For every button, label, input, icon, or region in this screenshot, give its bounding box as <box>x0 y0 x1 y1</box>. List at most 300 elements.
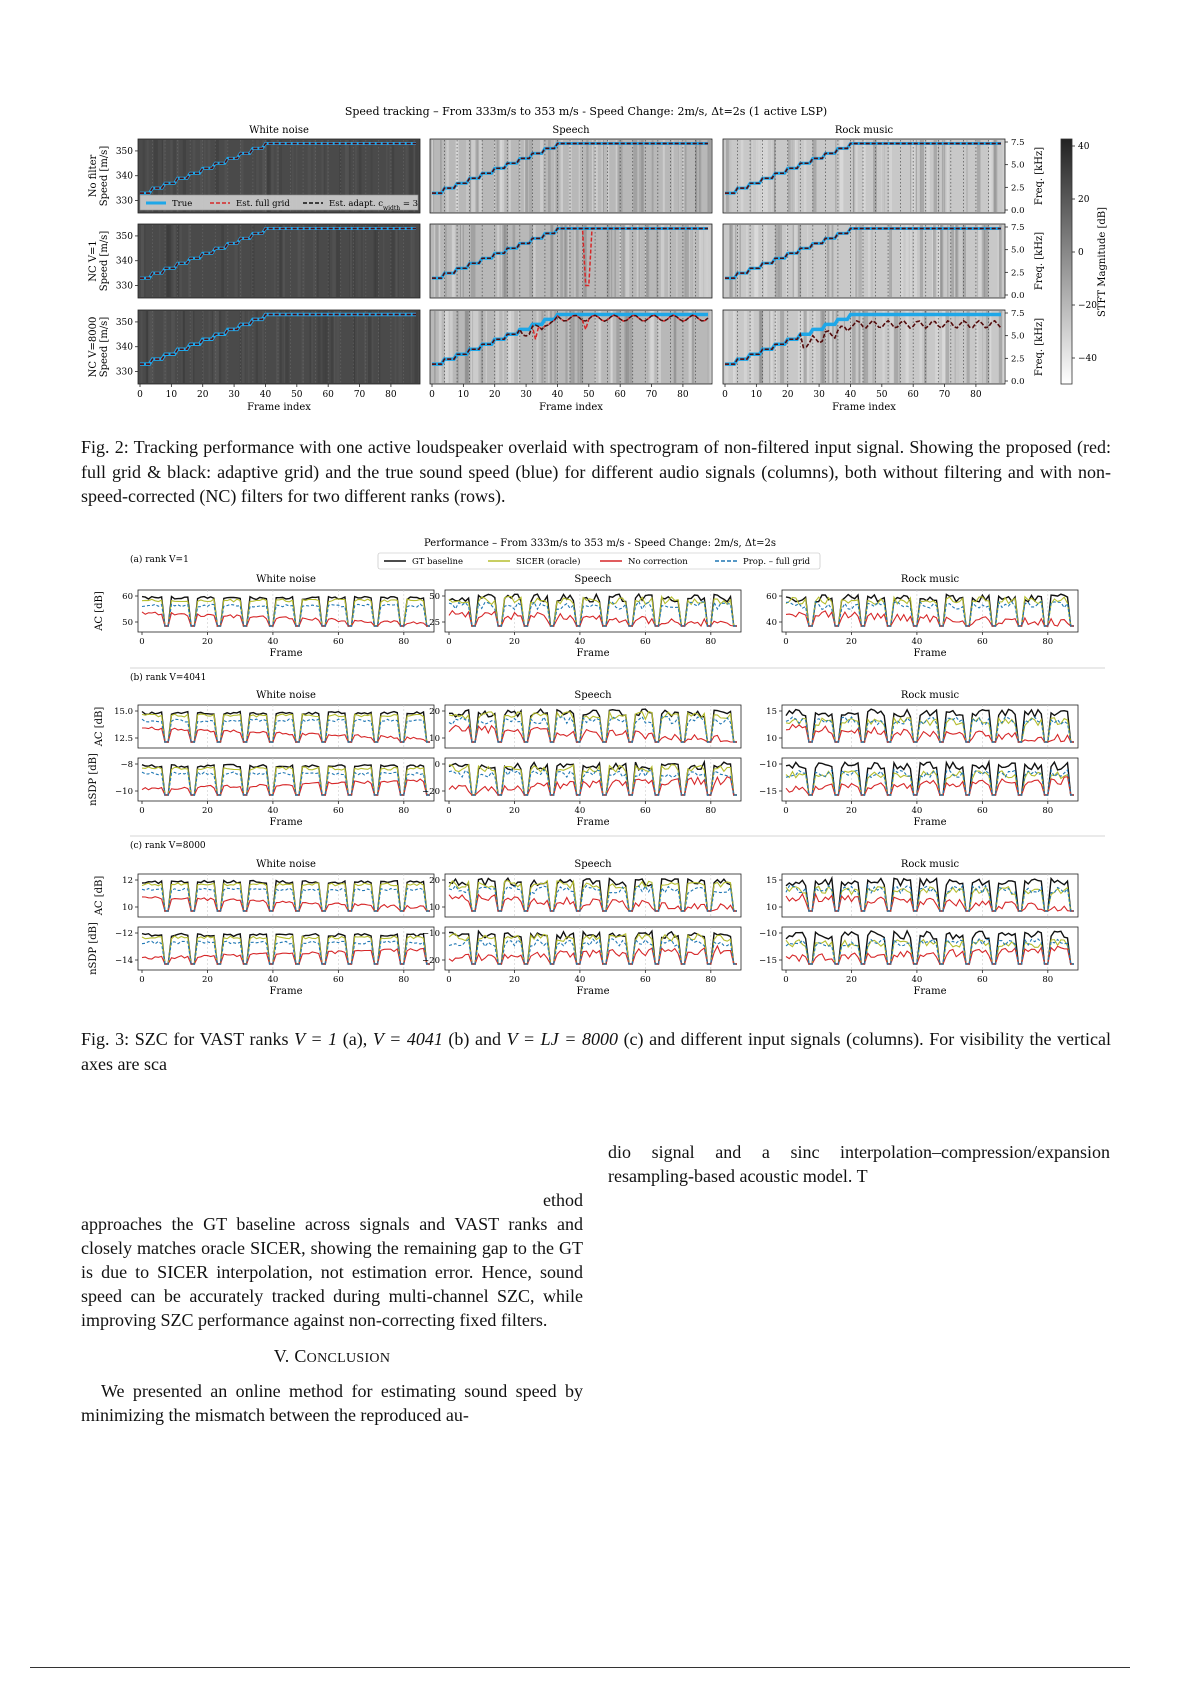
x-tick-label: 60 <box>639 637 651 647</box>
caption-3-text: (b) and <box>442 1029 507 1049</box>
spectrogram-stripe <box>909 225 912 297</box>
spectrogram-stripe <box>927 140 928 212</box>
spectrogram-stripe <box>586 140 588 212</box>
spectrogram-stripe <box>751 140 752 212</box>
x-tick-label: 70 <box>938 390 951 400</box>
spectrogram-stripe <box>794 140 798 212</box>
legend-subscript: width <box>382 204 401 212</box>
spectrogram-stripe <box>1003 140 1004 212</box>
spectrogram-stripe <box>337 225 340 297</box>
spectrogram-stripe <box>398 311 402 383</box>
spectrogram-stripe <box>262 311 264 383</box>
x-tick-label: 20 <box>846 806 857 816</box>
section-label: (c) rank V=8000 <box>130 841 206 851</box>
legend-label: Prop. – full grid <box>743 557 811 567</box>
spectrogram-stripe <box>707 225 711 297</box>
spectrogram-stripe <box>934 140 937 212</box>
spectrogram-stripe <box>396 225 398 297</box>
metric-panel <box>759 927 1078 970</box>
spectrogram-stripe <box>317 225 319 297</box>
x-tick-label: 20 <box>202 975 213 985</box>
spectrogram-stripe <box>476 311 478 383</box>
x-axis-label: Frame <box>913 648 947 659</box>
panel-frame <box>782 705 1078 748</box>
x-tick-label: 80 <box>677 390 689 400</box>
y-tick-label: 20 <box>429 876 440 886</box>
y-tick-label: 0 <box>434 760 440 770</box>
spectrogram-stripe <box>393 225 395 297</box>
figure-2-caption: Fig. 2: Tracking performance with one active loudspeaker overlaid with spectrogram of non-filtered input signal. Showing the proposed (red: full grid & black: adaptive grid) and the true sound speed (blue) for different audio signals (columns), both without filtering and with non-speed-corrected (NC) filters for two different ranks (rows). <box>81 437 1111 506</box>
footer-rule <box>30 1667 1130 1668</box>
spectrogram-stripe <box>944 140 945 212</box>
y-axis-label: AC [dB] <box>94 875 105 916</box>
y-axis-label: nSDP [dB] <box>88 922 99 975</box>
spectrogram-stripe <box>524 140 525 212</box>
spectrogram-stripe <box>461 225 463 297</box>
x-axis-label: Frame <box>913 817 947 828</box>
spectrogram-stripe <box>769 311 770 383</box>
x-tick-label: 0 <box>783 975 789 985</box>
spectrogram-stripe <box>674 311 677 383</box>
freq-axis-label: Freq. [kHz] <box>1034 146 1045 206</box>
spectrogram-stripe <box>658 311 661 383</box>
colorbar-tick-label: 0 <box>1078 248 1084 258</box>
column-title: Rock music <box>900 690 960 701</box>
spectrogram-stripe <box>285 311 288 383</box>
x-tick-label: 10 <box>165 390 178 400</box>
x-tick-label: 40 <box>844 390 857 400</box>
right-column <box>608 1140 1110 1188</box>
spectrogram-stripe <box>383 225 384 297</box>
spectrogram-stripe <box>994 140 996 212</box>
legend-label: Est. adapt. $c_{width} = 3$ <box>329 199 419 212</box>
conclusion-paragraph: We presented an online method for estimating sound speed by minimizing the mismatch between the reproduced au- <box>81 1381 583 1425</box>
spectrogram-stripe <box>899 311 900 383</box>
spectrogram-panel <box>723 224 1005 298</box>
spectrogram-stripe <box>415 311 419 383</box>
metric-panel <box>429 874 741 917</box>
spectrogram-stripe <box>758 140 760 212</box>
spectrogram-stripe <box>780 311 784 383</box>
spectrogram-stripe <box>379 311 380 383</box>
spectrogram-stripe <box>591 140 592 212</box>
x-tick-label: 20 <box>489 390 501 400</box>
x-tick-label: 10 <box>750 390 763 400</box>
spectrogram-stripe <box>533 225 535 297</box>
x-axis-label: Frame <box>576 648 610 659</box>
y-tick-label: 25 <box>429 618 440 628</box>
spectrogram-stripe <box>873 311 874 383</box>
y-axis-label: AC [dB] <box>94 591 105 631</box>
caption-3-math: V = 4041 <box>372 1029 443 1049</box>
x-axis-label: Frame <box>269 986 303 997</box>
colorbar-tick-label: 20 <box>1078 195 1090 205</box>
x-tick-label: 60 <box>332 975 344 985</box>
column-title: Speech <box>552 125 590 136</box>
x-tick-label: 80 <box>1042 637 1054 647</box>
spectrogram-stripe <box>141 311 143 383</box>
x-tick-label: 40 <box>551 390 564 400</box>
spectrogram-stripe <box>855 140 857 212</box>
spectrogram-stripe <box>630 311 633 383</box>
spectrogram-stripe <box>920 311 922 383</box>
spectrogram-stripe <box>410 311 411 383</box>
spectrogram-panel <box>430 224 712 298</box>
spectrogram-stripe <box>144 225 145 297</box>
x-tick-label: 40 <box>267 975 279 985</box>
metric-panel <box>759 758 1078 801</box>
spectrogram-stripe <box>762 225 765 297</box>
spectrogram-stripe <box>192 311 194 383</box>
spectrogram-stripe <box>179 225 182 297</box>
metric-panel <box>122 590 434 632</box>
x-tick-label: 0 <box>139 637 145 647</box>
spectrogram-stripe <box>614 225 616 297</box>
freq-tick-label: 2.5 <box>1011 183 1025 194</box>
heading-initial: C <box>294 1346 307 1366</box>
x-tick-label: 40 <box>574 975 586 985</box>
spectrogram-stripe <box>646 225 649 297</box>
x-tick-label: 60 <box>332 637 344 647</box>
x-tick-label: 40 <box>574 806 586 816</box>
panel-frame <box>138 590 434 632</box>
legend-suffix: = 3 <box>400 199 419 209</box>
spectrogram-stripe <box>983 311 986 383</box>
x-tick-label: 40 <box>267 806 279 816</box>
x-tick-label: 20 <box>782 390 794 400</box>
spectrogram-stripe <box>372 311 374 383</box>
spectrogram-stripe <box>679 140 681 212</box>
spectrogram-stripe <box>500 140 502 212</box>
spectrogram-stripe <box>921 140 924 212</box>
spectrogram-stripe <box>622 140 623 212</box>
spectrogram-stripe <box>509 311 512 383</box>
y-tick-label: 15.0 <box>114 707 133 717</box>
x-tick-label: 0 <box>429 390 435 400</box>
spectrogram-stripe <box>730 225 733 297</box>
row-label-unit: Speed [m/s] <box>99 145 110 207</box>
x-tick-label: 20 <box>509 806 520 816</box>
y-tick-label: 10 <box>122 903 133 913</box>
metric-panel <box>422 927 741 970</box>
spectrogram-stripe <box>446 140 448 212</box>
spectrogram-stripe <box>661 225 664 297</box>
metric-panel <box>766 590 1078 632</box>
freq-tick-label: 7.5 <box>1011 223 1025 233</box>
x-tick-label: 80 <box>705 975 717 985</box>
x-tick-label: 40 <box>911 637 923 647</box>
spectrogram-stripe <box>452 225 454 297</box>
section-heading <box>81 1344 583 1371</box>
figure-3-title: Performance – From 333m/s to 353 m/s - Speed Change: 2m/s, Δt=2s <box>424 538 776 549</box>
spectrogram-stripe <box>599 311 602 383</box>
x-axis-label: Frame index <box>832 402 896 413</box>
x-tick-label: 0 <box>139 806 145 816</box>
heading-number: V. <box>273 1346 295 1366</box>
spectrogram-stripe <box>956 225 958 297</box>
freq-tick-label: 0.0 <box>1011 206 1025 216</box>
x-tick-label: 0 <box>137 390 143 400</box>
metric-panel <box>429 590 741 632</box>
spectrogram-stripe <box>332 225 336 297</box>
x-axis-label: Frame index <box>539 402 603 413</box>
spectrogram-stripe <box>626 311 629 383</box>
spectrogram-stripe <box>433 140 434 212</box>
spectrogram-stripe <box>551 225 554 297</box>
column-title: Rock music <box>900 574 960 585</box>
x-tick-label: 60 <box>614 390 626 400</box>
spectrogram-stripe <box>855 225 857 297</box>
x-axis-label: Frame index <box>247 402 311 413</box>
section-label: (a) rank V=1 <box>130 555 189 565</box>
x-tick-label: 70 <box>645 390 658 400</box>
x-tick-label: 30 <box>813 390 825 400</box>
spectrogram-stripe <box>920 225 923 297</box>
panel-frame <box>138 705 434 748</box>
figure-2-title: Speed tracking – From 333m/s to 353 m/s - Speed Change: 2m/s, Δt=2s (1 active LSP) <box>344 105 828 118</box>
freq-tick-label: 0.0 <box>1011 377 1025 387</box>
column-title: Rock music <box>834 125 894 136</box>
freq-tick-label: 0.0 <box>1011 291 1025 301</box>
spectrogram-stripe <box>561 140 563 212</box>
spectrogram-stripe <box>883 311 885 383</box>
spectrogram-stripe <box>663 140 665 212</box>
spectrogram-stripe <box>696 140 697 212</box>
y-tick-label: 330 <box>115 196 133 207</box>
metric-panel <box>115 758 434 801</box>
spectrogram-stripe <box>471 140 475 212</box>
colorbar-tick-label: −20 <box>1078 301 1097 311</box>
spectrogram-panel <box>430 310 712 384</box>
spectrogram-stripe <box>548 140 551 212</box>
spectrogram-stripe <box>890 311 893 383</box>
spectrogram-stripe <box>298 225 302 297</box>
spectrogram-stripe <box>956 311 959 383</box>
spectrogram-stripe <box>445 225 447 297</box>
freq-tick-label: 5.0 <box>1011 331 1025 342</box>
x-tick-label: 60 <box>332 806 344 816</box>
spectrogram-stripe <box>621 225 625 297</box>
spectrogram-stripe <box>513 225 516 297</box>
legend-label: No correction <box>628 557 688 567</box>
spectrogram-stripe <box>574 225 576 297</box>
spectrogram-stripe <box>554 311 556 383</box>
freq-tick-label: 2.5 <box>1011 354 1025 365</box>
spectrogram-stripe <box>999 311 1002 383</box>
spectrogram-stripe <box>271 225 275 297</box>
panel-frame <box>445 874 741 917</box>
spectrogram-stripe <box>794 225 797 297</box>
y-tick-label: −14 <box>115 956 133 966</box>
spectrogram-stripe <box>684 140 686 212</box>
spectrogram-stripe <box>439 311 442 383</box>
spectrogram-stripe <box>159 225 160 297</box>
y-tick-label: −20 <box>422 787 440 797</box>
y-tick-label: 12.5 <box>114 734 133 744</box>
spectrogram-stripe <box>525 140 528 212</box>
spectrogram-stripe <box>548 311 550 383</box>
x-tick-label: 20 <box>202 806 213 816</box>
spectrogram-stripe <box>215 311 219 383</box>
spectrogram-stripe <box>241 311 245 383</box>
spectrogram-stripe <box>760 311 763 383</box>
figure-2 <box>0 0 1192 430</box>
caption-3-math: V = 1 <box>294 1029 338 1049</box>
spectrogram-stripe <box>924 311 927 383</box>
spectrogram-panel <box>723 139 1005 213</box>
y-tick-label: −10 <box>115 787 133 797</box>
spectrogram-stripe <box>221 225 224 297</box>
spectrogram-stripe <box>914 225 917 297</box>
spectrogram-stripe <box>528 140 531 212</box>
x-tick-label: 50 <box>291 390 303 400</box>
spectrogram-stripe <box>323 311 327 383</box>
spectrogram-stripe <box>256 311 258 383</box>
spectrogram-stripe <box>927 140 929 212</box>
spectrogram-stripe <box>565 225 568 297</box>
x-axis-label: Frame <box>913 986 947 997</box>
spectrogram-stripe <box>709 140 712 212</box>
spectrogram-stripe <box>311 311 313 383</box>
spectrogram-stripe <box>235 225 238 297</box>
spectrogram-stripe <box>807 225 808 297</box>
x-tick-label: 0 <box>783 637 789 647</box>
spectrogram-stripe <box>146 311 148 383</box>
spectrogram-stripe <box>672 140 673 212</box>
x-axis-label: Frame <box>576 817 610 828</box>
y-tick-label: 60 <box>122 592 133 602</box>
spectrogram-stripe <box>148 311 151 383</box>
spectrogram-stripe <box>730 140 732 212</box>
spectrogram-stripe <box>858 225 861 297</box>
x-axis-label: Frame <box>269 817 303 828</box>
spectrogram-stripe <box>840 140 843 212</box>
conclusion-continuation: dio signal and a sinc interpolation–compression/expansion resampling-based acoustic model. T <box>608 1142 1110 1186</box>
legend-label: Est. full grid <box>236 199 290 209</box>
spectrogram-stripe <box>503 311 504 383</box>
spectrogram-panel <box>430 139 712 213</box>
column-title: Rock music <box>900 859 960 870</box>
spectrogram-stripe <box>172 311 175 383</box>
spectrogram-stripe <box>756 140 757 212</box>
spectrogram-stripe <box>827 225 830 297</box>
x-tick-label: 60 <box>976 975 988 985</box>
spectrogram-stripe <box>471 311 472 383</box>
spectrogram-stripe <box>518 311 520 383</box>
x-tick-label: 80 <box>970 390 982 400</box>
x-tick-label: 60 <box>639 975 651 985</box>
x-tick-label: 80 <box>398 637 410 647</box>
spectrogram-stripe <box>573 311 575 383</box>
spectrogram-stripe <box>881 140 884 212</box>
spectrogram-stripe <box>910 140 911 212</box>
spectrogram-stripe <box>435 225 438 297</box>
x-tick-label: 80 <box>705 806 717 816</box>
x-tick-label: 0 <box>446 975 452 985</box>
y-tick-label: 15 <box>766 876 777 886</box>
spectrogram-stripe <box>804 140 806 212</box>
metric-panel <box>422 758 741 801</box>
spectrogram-stripe <box>336 311 339 383</box>
colorbar-tick-label: 40 <box>1078 142 1090 152</box>
spectrogram-stripe <box>725 311 728 383</box>
spectrogram-stripe <box>466 311 470 383</box>
column-title: Speech <box>574 574 612 585</box>
spectrogram-stripe <box>611 225 612 297</box>
spectrogram-stripe <box>395 311 397 383</box>
column-title: Speech <box>574 690 612 701</box>
spectrogram-stripe <box>733 311 736 383</box>
x-tick-label: 80 <box>705 637 717 647</box>
left-column <box>81 1188 583 1427</box>
text-fragment: ethod <box>543 1190 583 1210</box>
y-tick-label: 350 <box>115 146 133 157</box>
y-tick-label: 340 <box>115 171 133 182</box>
spectrogram-stripe <box>568 225 569 297</box>
spectrogram-stripe <box>639 225 641 297</box>
spectrogram-stripe <box>832 311 834 383</box>
x-tick-label: 20 <box>846 637 857 647</box>
spectrogram-stripe <box>989 140 991 212</box>
y-tick-label: −15 <box>759 956 777 966</box>
spectrogram-stripe <box>746 225 748 297</box>
spectrogram-stripe <box>280 225 282 297</box>
spectrogram-stripe <box>985 225 989 297</box>
y-tick-label: 12 <box>122 876 133 886</box>
spectrogram-stripe <box>726 140 729 212</box>
spectrogram-stripe <box>651 311 655 383</box>
row-label-unit: Speed [m/s] <box>99 316 110 378</box>
spectrogram-stripe <box>471 225 473 297</box>
panel-frame <box>138 874 434 917</box>
spectrogram-stripe <box>352 225 355 297</box>
y-tick-label: 10 <box>429 734 440 744</box>
spectrogram-stripe <box>692 311 694 383</box>
y-tick-label: −20 <box>422 956 440 966</box>
spectrogram-stripe <box>399 225 403 297</box>
spectrogram-stripe <box>368 311 371 383</box>
x-tick-label: 80 <box>385 390 397 400</box>
spectrogram-stripe <box>362 225 363 297</box>
spectrogram-stripe <box>700 225 704 297</box>
spectrogram-stripe <box>942 140 944 212</box>
freq-axis-label: Freq. [kHz] <box>1034 231 1045 291</box>
y-tick-label: 50 <box>122 618 133 628</box>
spectrogram-stripe <box>741 140 744 212</box>
spectrogram-stripe <box>668 225 669 297</box>
spectrogram-stripe <box>744 311 747 383</box>
spectrogram-stripe <box>359 225 362 297</box>
spectrogram-stripe <box>174 225 176 297</box>
spectrogram-stripe <box>497 225 499 297</box>
spectrogram-stripe <box>852 311 856 383</box>
x-tick-label: 20 <box>197 390 209 400</box>
spectrogram-stripe <box>577 311 578 383</box>
spectrogram-stripe <box>607 225 610 297</box>
x-tick-label: 30 <box>520 390 532 400</box>
x-tick-label: 40 <box>267 637 279 647</box>
row-label: NC V=8000 <box>88 316 99 378</box>
spectrogram-stripe <box>226 311 227 383</box>
row-label: NC V=1 <box>88 240 99 282</box>
x-tick-label: 80 <box>1042 806 1054 816</box>
x-tick-label: 0 <box>722 390 728 400</box>
column-title: White noise <box>256 859 316 870</box>
spectrogram-stripe <box>853 140 854 212</box>
spectrogram-stripe <box>941 225 942 297</box>
spectrogram-stripe <box>907 311 909 383</box>
spectrogram-stripe <box>579 311 582 383</box>
